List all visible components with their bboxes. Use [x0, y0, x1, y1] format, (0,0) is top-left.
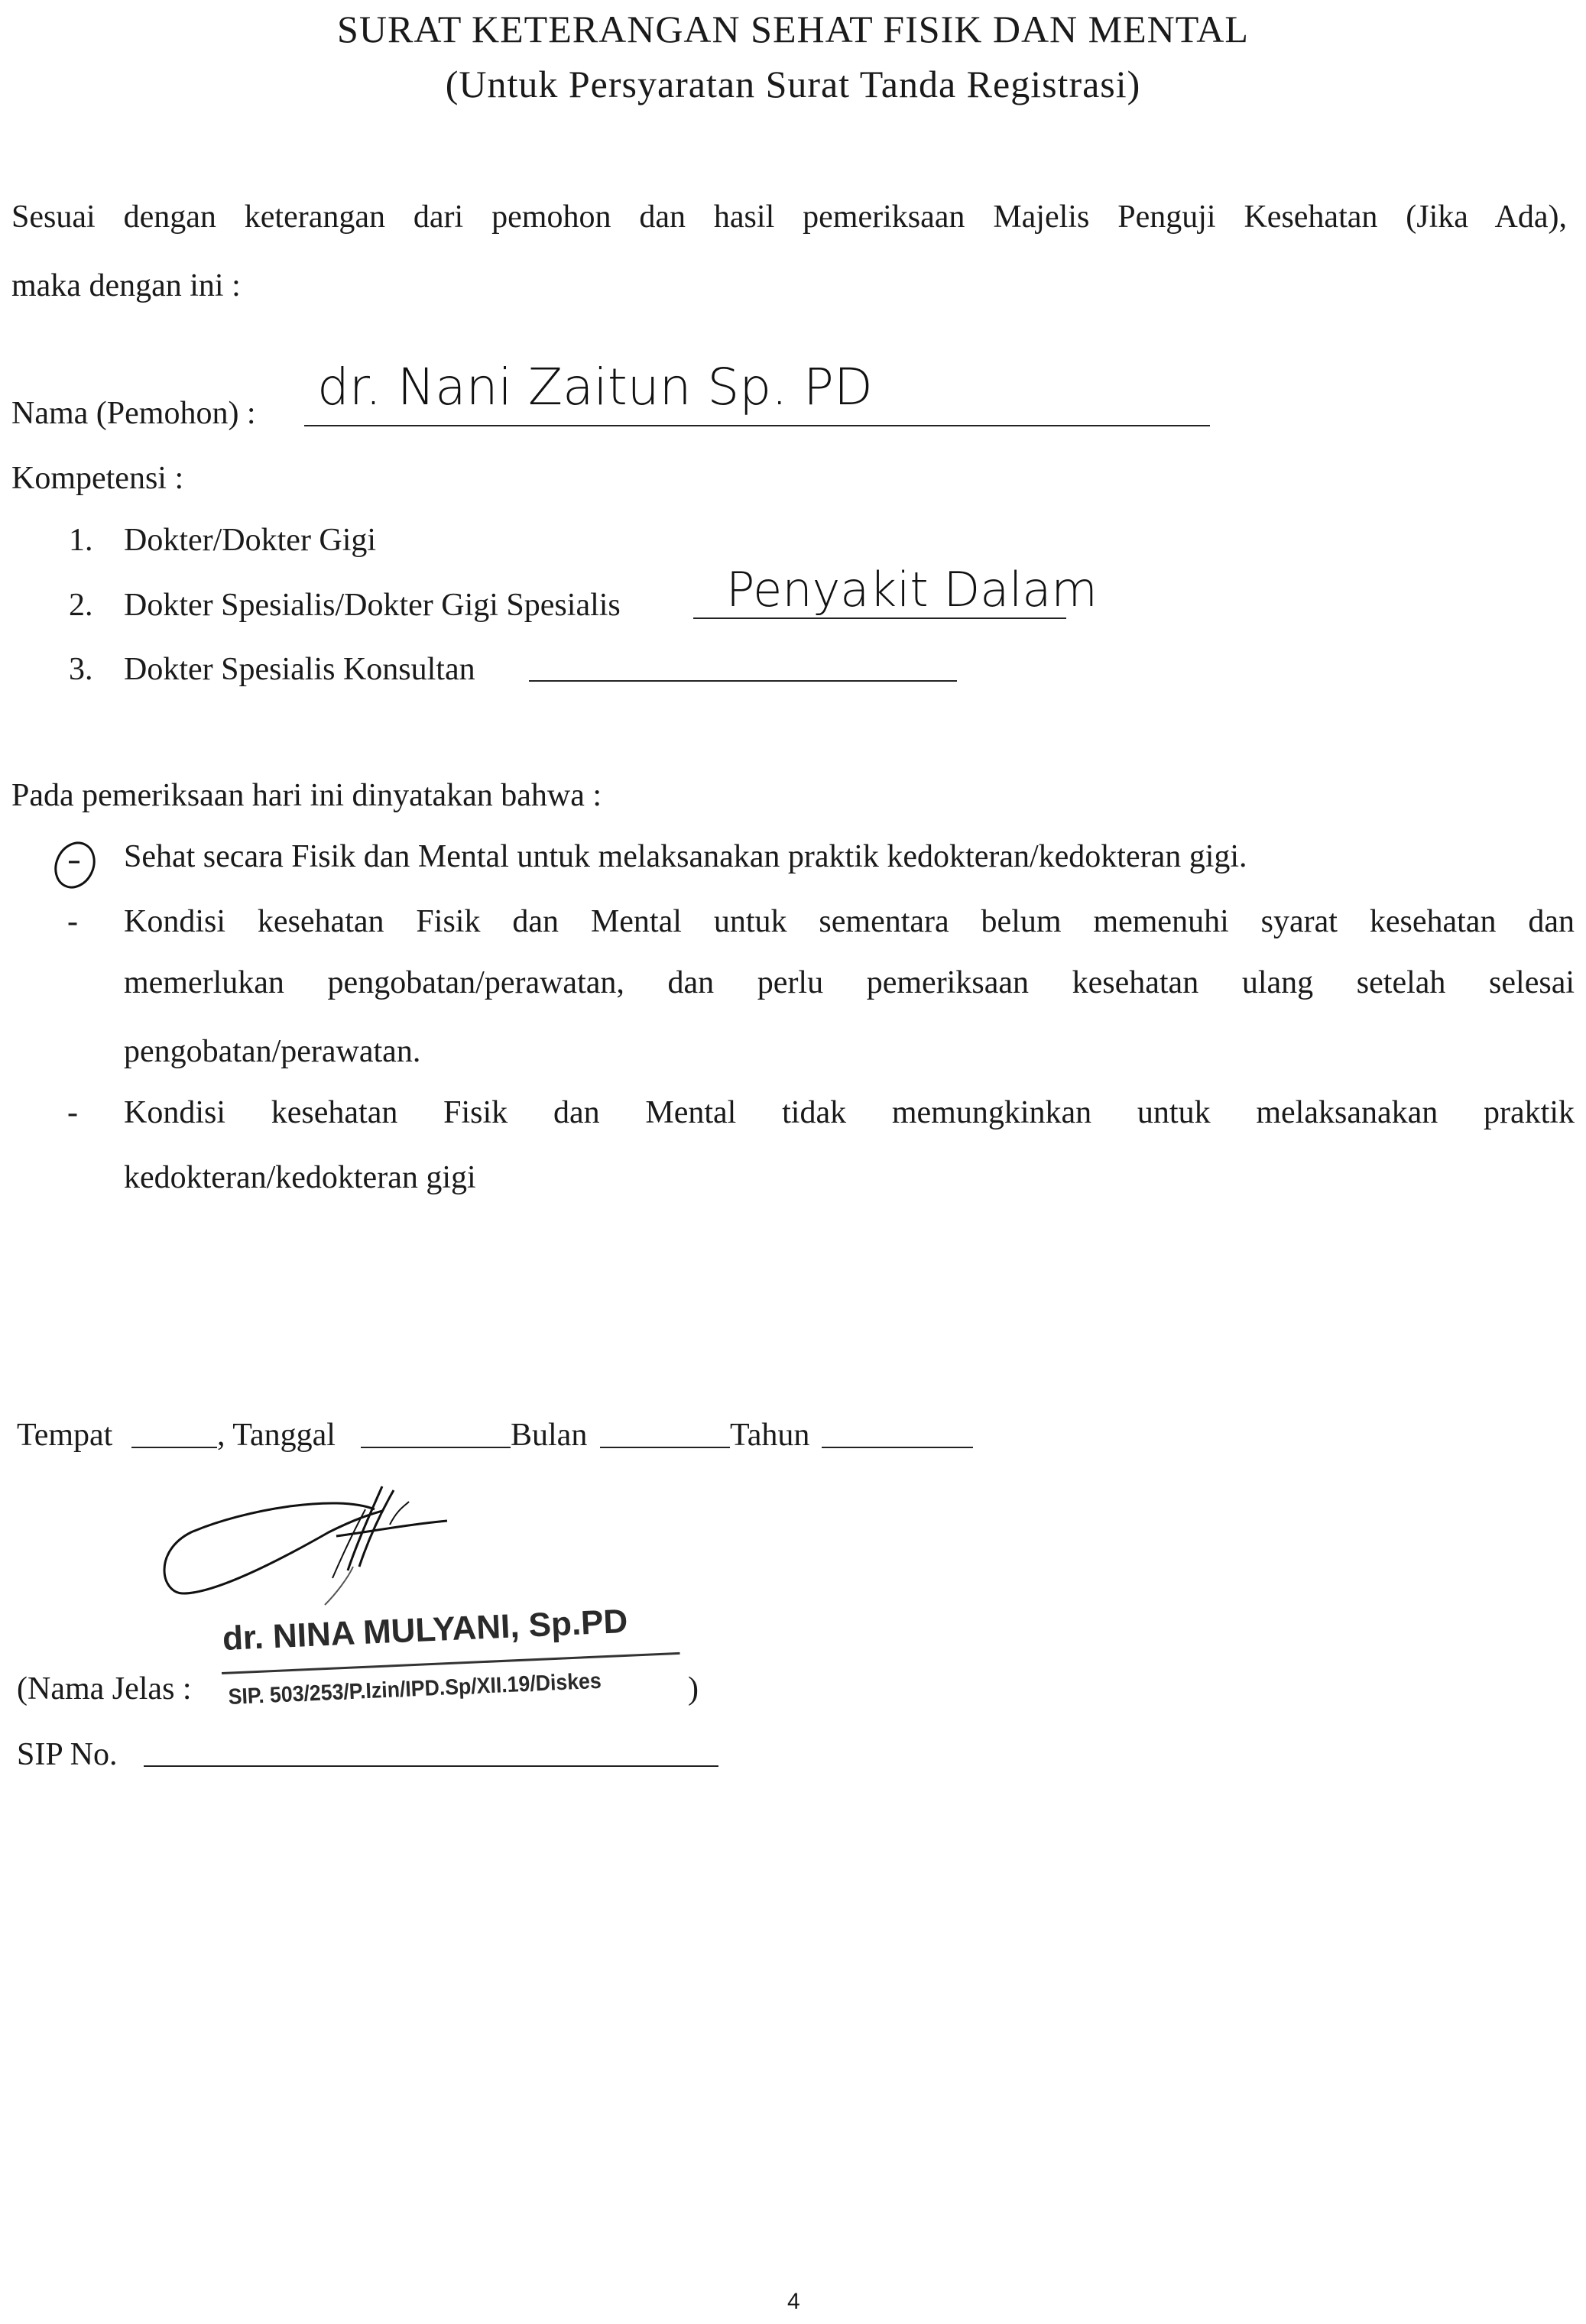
statement-label: Pada pemeriksaan hari ini dinyatakan bahwa :: [11, 778, 602, 813]
competency-3-text: Dokter Spesialis Konsultan: [124, 652, 475, 687]
statement-option-3-line-2: kedokteran/kedokteran gigi: [124, 1160, 476, 1195]
competency-label: Kompetensi :: [11, 461, 184, 496]
competency-2-underline: [693, 617, 1066, 619]
applicant-name-handwritten: dr. Nani Zaitun Sp. PD: [317, 358, 873, 417]
competency-3-number: 3.: [69, 652, 93, 687]
competency-2-number: 2.: [69, 588, 93, 623]
statement-option-3-dash: -: [67, 1095, 78, 1130]
applicant-name-label: Nama (Pemohon) :: [11, 396, 256, 431]
clear-name-closing: ): [688, 1671, 699, 1707]
competency-1-number: 1.: [69, 523, 93, 558]
doctor-stamp-rule: [222, 1652, 680, 1674]
sip-label: SIP No.: [17, 1737, 118, 1772]
day-underline: [361, 1447, 511, 1448]
selected-option-circle-mark: [46, 833, 107, 894]
statement-option-3-line-1: Kondisi kesehatan Fisik dan Mental tidak memungkinkan untuk melaksanakan praktik: [124, 1095, 1575, 1130]
day-label: , Tanggal: [217, 1418, 336, 1453]
document-title: SURAT KETERANGAN SEHAT FISIK DAN MENTAL: [337, 8, 1249, 50]
document-subtitle: (Untuk Persyaratan Surat Tanda Registrasi): [445, 63, 1141, 105]
statement-option-2-line-1: Kondisi kesehatan Fisik dan Mental untuk sementara belum memenuhi syarat kesehatan dan: [124, 904, 1575, 939]
month-underline: [600, 1447, 730, 1448]
year-underline: [822, 1447, 973, 1448]
sip-underline: [144, 1765, 718, 1767]
handwritten-signature: [153, 1479, 489, 1632]
competency-3-underline: [529, 680, 957, 682]
place-underline: [131, 1447, 217, 1448]
statement-option-2-line-3: pengobatan/perawatan.: [124, 1034, 421, 1069]
competency-2-handwritten: Penyakit Dalam: [726, 562, 1098, 617]
statement-option-1: Sehat secara Fisik dan Mental untuk melaksanakan praktik kedokteran/kedokteran gigi.: [124, 839, 1247, 874]
intro-line-1: Sesuai dengan keterangan dari pemohon dan hasil pemeriksaan Majelis Penguji Kesehatan (Jika Ada),: [11, 199, 1567, 235]
month-label: Bulan: [511, 1418, 588, 1453]
intro-line-2: maka dengan ini :: [11, 268, 241, 303]
doctor-stamp-sip: SIP. 503/253/P.Izin/IPD.Sp/XII.19/Diskes: [228, 1668, 602, 1710]
doctor-stamp-name: dr. NINA MULYANI, Sp.PD: [222, 1602, 629, 1658]
place-label: Tempat: [17, 1418, 113, 1453]
year-label: Tahun: [730, 1418, 810, 1453]
competency-1-text: Dokter/Dokter Gigi: [124, 523, 377, 558]
applicant-name-underline: [304, 425, 1210, 426]
statement-option-2-dash: -: [67, 904, 78, 939]
clear-name-label: (Nama Jelas :: [17, 1671, 192, 1707]
statement-option-2-line-2: memerlukan pengobatan/perawatan, dan perlu pemeriksaan kesehatan ulang setelah selesai: [124, 965, 1575, 1000]
page-number: 4: [787, 2289, 800, 2314]
competency-2-text: Dokter Spesialis/Dokter Gigi Spesialis: [124, 588, 621, 623]
